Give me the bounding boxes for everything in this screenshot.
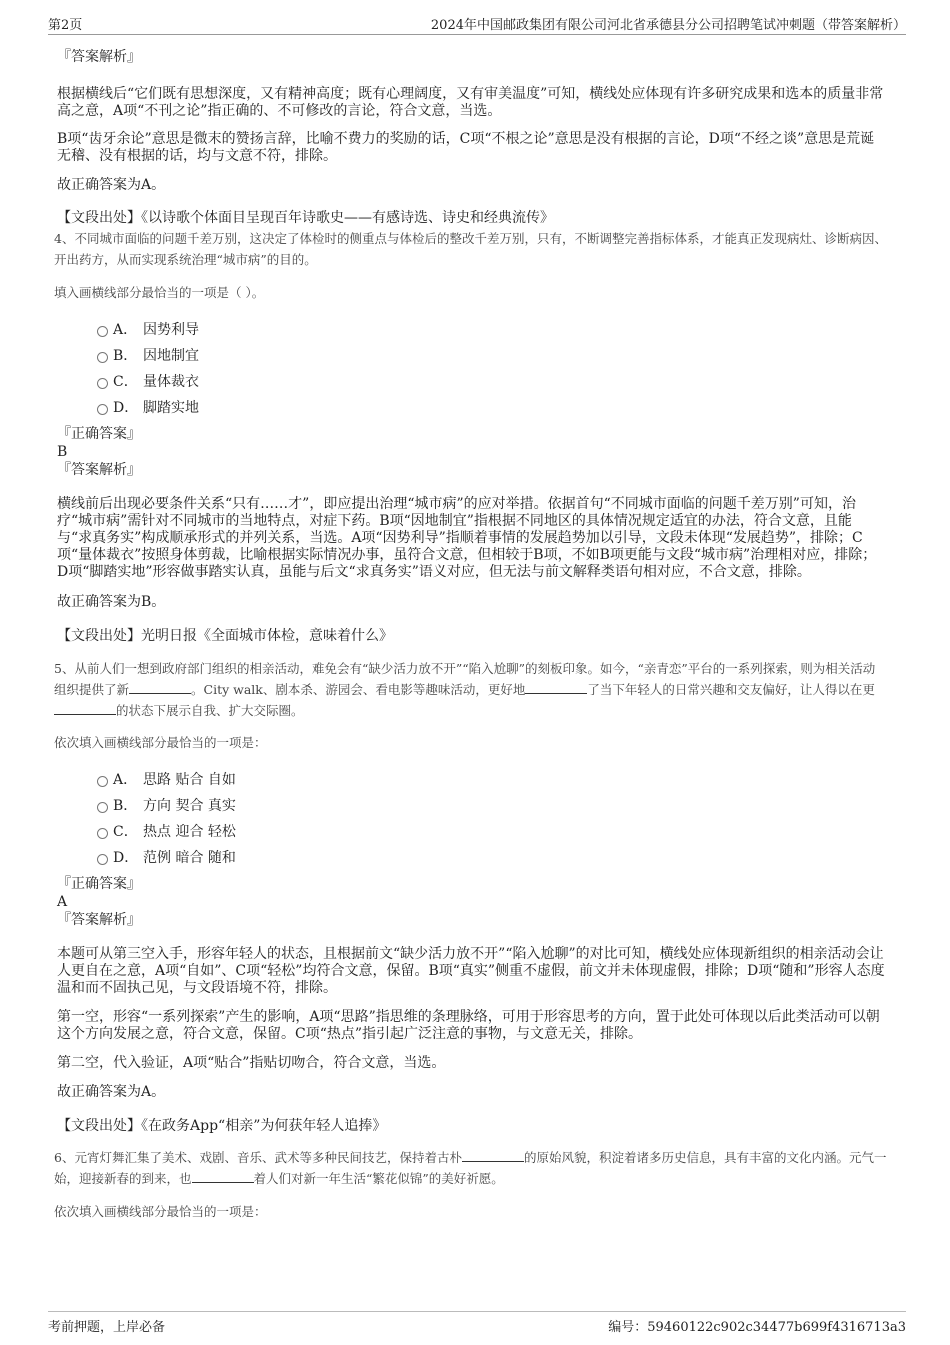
q4-analysis: 横线前后出现必要条件关系“只有……才”，即应提出治理“城市病”的应对举措。依据首句“不同城市面临的问题千差万别”可知，治疗“城市病”需针对不同城市的当地特点，对症下药。B项“因地制宜”指根据不同地区的具体情况规定适宜的办法，符合文意，且能与“求真务实”构成顺承形式的并列关系，当选。A项“因势利导”指顺着事情的发展趋势加以引导，文段未体现“发展趋势”，排除；C项“量体裁衣”按照身体剪裁，比喻根据实际情况办事，虽符合文意，但相较于B项，不如B项更能与文段“城市病”治理相对应，排除；D项“脚踏实地”形容做事踏实认真，虽能与后文“求真务实”语义对应，但无法与前文解释类语句相对应，不合文意，排除。 xyxy=(57,496,877,580)
q4-option-a[interactable]: A． 因势利导 xyxy=(57,317,887,343)
q3-analysis-label: 『答案解析』 xyxy=(57,49,141,65)
blank-2 xyxy=(525,681,587,694)
blank-1 xyxy=(129,681,191,694)
q4-answer: B xyxy=(57,444,68,460)
radio-icon[interactable] xyxy=(97,776,108,787)
page-number: 第2页 xyxy=(48,18,83,33)
q4-source: 【文段出处】光明日报《全面城市体检，意味着什么》 xyxy=(57,628,393,644)
q3-source: 【文段出处】《以诗歌个体面目呈现百年诗歌史——有感诗选、诗史和经典流传》 xyxy=(57,210,554,226)
blank-2 xyxy=(192,1170,254,1183)
q5-analysis-para-1: 本题可从第三空入手，形容年轻人的状态，且根据前文“缺少活力放不开”“陷入尬聊”的对比可知，横线处应体现新组织的相亲活动会让人更自在之意，A项“自如”、C项“轻松”均符合文意，保留。B项“真实”侧重不虚假，前文并未体现虚假，排除；D项“随和”形容人态度温和而不固执己见，与文段语境不符，排除。 xyxy=(57,946,885,996)
blank-1 xyxy=(462,1149,524,1162)
q4-answer-label: 『正确答案』 xyxy=(57,426,141,442)
q5-analysis-para-2: 第一空，形容“一系列探索”产生的影响，A项“思路”指思维的条理脉络，可用于形容思考的方向，置于此处可体现以后此类活动可以朝这个方向发展之意，符合文意，保留。C项“热点”指引起广泛注意的事物，与文意无关，排除。 xyxy=(57,1009,880,1042)
q6-stem: 6、元宵灯舞汇集了美术、戏剧、音乐、武术等多种民间技艺，保持着古朴 的原始风貌，积淀着诸多历史信息，具有丰富的文化内涵。元气一始，迎接新春的到来，也 着人们对新一年生活“繁花似锦”的美好祈愿。 xyxy=(54,1150,887,1186)
radio-icon[interactable] xyxy=(97,326,108,337)
q4-options xyxy=(57,317,887,421)
q3-analysis-para-2: B项“齿牙余论”意思是微末的赞扬言辞，比喻不费力的奖励的话，C项“不根之论”意思是没有根据的言论，D项“不经之谈”意思是荒诞无稽、没有根据的话，均与文意不符，排除。 xyxy=(57,131,875,164)
radio-icon[interactable] xyxy=(97,854,108,865)
q3-conclusion: 故正确答案为A。 xyxy=(57,177,166,193)
radio-icon[interactable] xyxy=(97,802,108,813)
q5-answer: A xyxy=(57,894,68,910)
q5-analysis-label: 『答案解析』 xyxy=(57,912,141,928)
q5-source: 【文段出处】《在政务App“相亲”为何获年轻人追捧》 xyxy=(57,1118,387,1134)
q5-option-a[interactable]: A． 思路 贴合 自如 xyxy=(57,767,887,793)
page-footer xyxy=(48,1311,906,1336)
q5-option-d[interactable]: D． 范例 暗合 随和 xyxy=(57,845,887,871)
document-body xyxy=(54,44,887,1220)
q5-conclusion: 故正确答案为A。 xyxy=(57,1084,166,1100)
q4-option-b[interactable]: B． 因地制宜 xyxy=(57,343,887,369)
q5-option-c[interactable]: C． 热点 迎合 轻松 xyxy=(57,819,887,845)
q5-hint: 依次填入画横线部分最恰当的一项是： xyxy=(54,735,267,750)
q4-analysis-label: 『答案解析』 xyxy=(57,462,141,478)
q3-analysis-para-1: 根据横线后“它们既有思想深度，又有精神高度；既有心理阔度，又有审美温度”可知，横线处应体现有许多研究成果和选本的质量非常高之意，A项“不刊之论”指正确的、不可修改的言论，符合文意，当选。 xyxy=(57,86,884,119)
document-id: 编号：59460122c902c34477b699f4316713a3 xyxy=(608,1320,906,1335)
blank-3 xyxy=(54,702,116,715)
q4-conclusion: 故正确答案为B。 xyxy=(57,594,166,610)
document-title: 2024年中国邮政集团有限公司河北省承德县分公司招聘笔试冲刺题（带答案解析） xyxy=(430,18,906,33)
q5-stem: 5、从前人们一想到政府部门组织的相亲活动，难免会有“缺少活力放不开”“陷入尬聊”的刻板印象。如今，“亲青恋”平台的一系列探索，则为相关活动组织提供了新 。City walk、剧本杀、游园会、看电影等趣味活动，更好地 了当下年轻人的日常兴趣和交友偏好，让人得以在更的状态下展示自我、扩大交际圈。 xyxy=(54,661,876,718)
radio-icon[interactable] xyxy=(97,828,108,839)
radio-icon[interactable] xyxy=(97,378,108,389)
q5-options xyxy=(57,767,887,871)
q4-hint: 填入画横线部分最恰当的一项是（ ）。 xyxy=(54,285,265,300)
q6-hint: 依次填入画横线部分最恰当的一项是： xyxy=(54,1204,267,1219)
q5-option-b[interactable]: B． 方向 契合 真实 xyxy=(57,793,887,819)
q5-analysis-para-3: 第二空，代入验证，A项“贴合”指贴切吻合，符合文意，当选。 xyxy=(57,1055,446,1071)
footer-slogan: 考前押题，上岸必备 xyxy=(48,1320,166,1335)
q4-option-d[interactable]: D． 脚踏实地 xyxy=(57,395,887,421)
radio-icon[interactable] xyxy=(97,352,108,363)
page-header xyxy=(48,12,906,35)
q4-stem: 4、不同城市面临的问题千差万别，这决定了体检时的侧重点与体检后的整改千差万别，只有，不断调整完善指标体系，才能真正发现病灶、诊断病因、开出药方，从而实现系统治理“城市病”的目的。 xyxy=(54,231,887,267)
q5-answer-label: 『正确答案』 xyxy=(57,876,141,892)
q4-option-c[interactable]: C． 量体裁衣 xyxy=(57,369,887,395)
radio-icon[interactable] xyxy=(97,404,108,415)
